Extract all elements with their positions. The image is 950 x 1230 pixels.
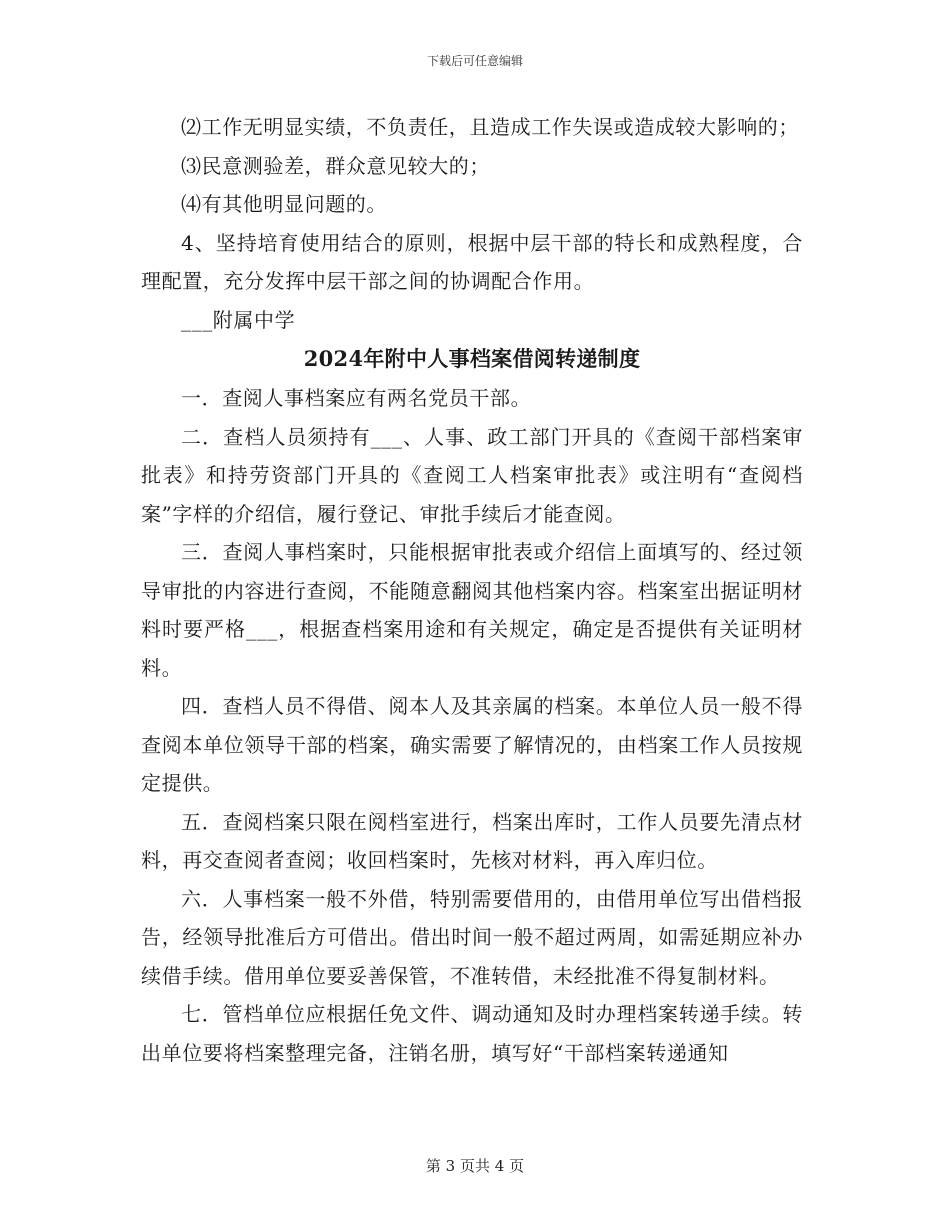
rule-4: 四．查档人员不得借、阅本人及其亲属的档案。本单位人员一般不得查阅本单位领导干部的档案，确实需要了解情况的，由档案工作人员按规定提供。 <box>141 694 803 795</box>
document-title: 2024年附中人事档案借阅转递制度 <box>303 346 641 371</box>
paragraph-item-2: ⑵工作无明显实绩，不负责任，且造成工作失误或造成较大影响的； <box>181 115 799 139</box>
paragraph-principle-4: 4、坚持培育使用结合的原则，根据中层干部的特长和成熟程度，合理配置，充分发挥中层干部之间的协调配合作用。 <box>141 230 803 293</box>
rule-1: 一．查阅人事档案应有两名党员干部。 <box>181 386 532 410</box>
page-header: 下载后可任意编辑 <box>426 54 523 68</box>
document-body <box>141 108 803 1072</box>
page-footer: 第 3 页共 4 页 <box>425 1157 525 1175</box>
rule-6: 六．人事档案一般不外借，特别需要借用的，由借用单位写出借档报告，经领导批准后方可借出。借出时间一般不超过两周，如需延期应补办续借手续。借用单位要妥善保管，不准转借，未经批准不得复制材料。 <box>141 886 803 988</box>
paragraph-item-3: ⑶民意测验差，群众意见较大的； <box>181 153 490 178</box>
rule-3: 三．查阅人事档案时，只能根据审批表或介绍信上面填写的、经过领导审批的内容进行查阅，不能随意翻阅其他档案内容。档案室出据证明材料时要严格___，根据查档案用途和有关规定，确定是否提供有关证明材料。 <box>141 540 803 680</box>
rule-7: 七．管档单位应根据任免文件、调动通知及时办理档案转递手续。转出单位要将档案整理完备，注销名册，填写好“干部档案转递通知 <box>141 1002 803 1065</box>
school-name: ___附属中学 <box>181 307 296 332</box>
rule-2: 二．查档人员须持有___、人事、政工部门开具的《查阅干部档案审批表》和持劳资部门开具的《查阅工人档案审批表》或注明有“查阅档案”字样的介绍信，履行登记、审批手续后才能查阅。 <box>141 424 803 526</box>
rule-5: 五．查阅档案只限在阅档室进行，档案出库时，工作人员要先清点材料，再交查阅者查阅；收回档案时，先核对材料，再入库归位。 <box>141 809 803 872</box>
paragraph-item-4: ⑷有其他明显问题的。 <box>181 192 387 216</box>
